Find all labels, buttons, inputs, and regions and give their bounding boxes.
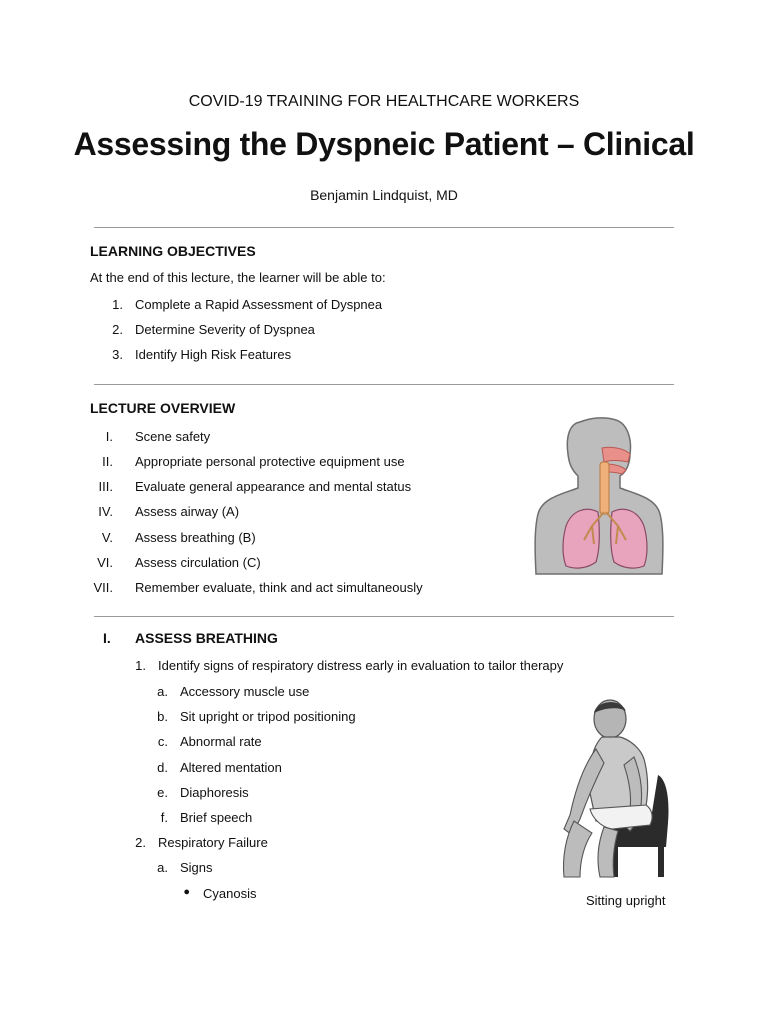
overview-number: VII.	[93, 580, 113, 595]
sitting-patient-illustration	[550, 697, 680, 879]
document-author: Benjamin Lindquist, MD	[310, 187, 458, 203]
overview-text: Remember evaluate, think and act simultaneously	[135, 580, 423, 595]
subitem-letter: c.	[157, 734, 168, 749]
subitem-letter: b.	[157, 709, 168, 724]
objective-number: 1.	[112, 297, 123, 312]
section-item-text: Identify signs of respiratory distress early in evaluation to tailor therapy	[158, 658, 564, 673]
section-heading: ASSESS BREATHING	[135, 630, 278, 646]
document-supertitle: COVID-19 TRAINING FOR HEALTHCARE WORKERS	[188, 93, 580, 110]
respiratory-anatomy-illustration	[532, 414, 666, 576]
overview-number: VI.	[97, 555, 113, 570]
section-item-text: Respiratory Failure	[158, 835, 268, 850]
subitem-text: Accessory muscle use	[180, 684, 310, 699]
overview-text: Appropriate personal protective equipment use	[135, 454, 405, 469]
divider	[94, 227, 674, 228]
overview-text: Scene safety	[135, 429, 211, 444]
divider	[94, 384, 674, 385]
objective-text: Determine Severity of Dyspnea	[135, 322, 315, 337]
objectives-intro: At the end of this lecture, the learner will be able to:	[90, 270, 386, 285]
subitem-letter: f.	[160, 810, 168, 825]
overview-number: I.	[105, 429, 113, 444]
bullet-icon: ●	[183, 886, 190, 898]
figure-caption: Sitting upright	[586, 893, 666, 908]
section-item-number: 2.	[135, 835, 146, 850]
subitem-letter: e.	[157, 785, 168, 800]
overview-number: V.	[101, 530, 113, 545]
overview-text: Evaluate general appearance and mental status	[135, 479, 412, 494]
subitem-text: Abnormal rate	[180, 734, 262, 749]
objectives-heading: LEARNING OBJECTIVES	[90, 243, 256, 259]
objective-text: Identify High Risk Features	[135, 347, 292, 362]
subitem-letter: d.	[157, 760, 168, 775]
divider	[94, 616, 674, 617]
overview-number: IV.	[98, 504, 113, 519]
section-number: I.	[103, 630, 111, 646]
overview-text: Assess airway (A)	[135, 504, 240, 519]
document-title: Assessing the Dyspneic Patient – Clinical	[73, 126, 695, 162]
subitem-text: Brief speech	[180, 810, 253, 825]
overview-heading: LECTURE OVERVIEW	[90, 400, 236, 416]
subitem-text: Diaphoresis	[180, 785, 249, 800]
subitem-text: Signs	[180, 860, 213, 875]
objective-text: Complete a Rapid Assessment of Dyspnea	[135, 297, 383, 312]
objective-number: 2.	[112, 322, 123, 337]
section-item-number: 1.	[135, 658, 146, 673]
objective-number: 3.	[112, 347, 123, 362]
subitem-letter: a.	[157, 860, 168, 875]
subitem-text: Altered mentation	[180, 760, 282, 775]
bullet-text: Cyanosis	[203, 886, 257, 901]
overview-number: II.	[102, 454, 113, 469]
overview-number: III.	[98, 479, 113, 494]
overview-text: Assess circulation (C)	[135, 555, 261, 570]
subitem-letter: a.	[157, 684, 168, 699]
overview-text: Assess breathing (B)	[135, 530, 256, 545]
subitem-text: Sit upright or tripod positioning	[180, 709, 356, 724]
